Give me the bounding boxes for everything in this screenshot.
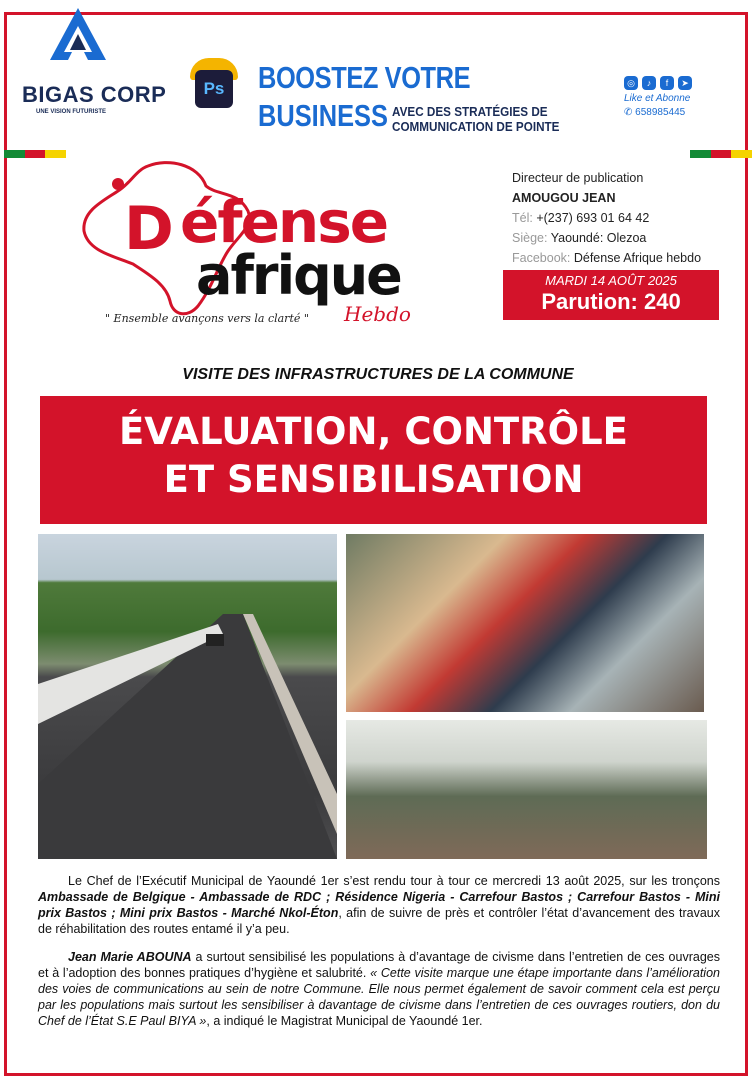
facebook-value: Défense Afrique hebdo — [573, 251, 702, 265]
director-name — [512, 188, 701, 208]
logo-afrique: afrique — [196, 244, 401, 307]
logo-slogan: " Ensemble avançons vers la clarté " — [105, 312, 309, 325]
siege-line — [512, 228, 701, 248]
logo-efense: éfense — [180, 188, 388, 256]
logo-hebdo: Hebdo — [344, 302, 411, 326]
publication-info — [512, 168, 701, 268]
director-label: Directeur de publication — [512, 171, 644, 185]
cameroon-flag-left-icon — [4, 150, 66, 158]
issue-date: MARDI 14 AOÛT 2025 — [545, 273, 677, 288]
whatsapp-icon: ✆ — [624, 107, 636, 118]
issue-box — [503, 270, 719, 320]
ad-subline-2: COMMUNICATION DE POINTE — [392, 119, 560, 134]
p1-text-c: , afin de suivre de près et contrôler l’état d’avancement des travaux de réhabilitation des routes entamé il y’a peu. — [38, 906, 720, 936]
road-illustration — [38, 534, 337, 859]
photo-crowd-market — [346, 534, 704, 712]
ad-company-tagline: UNE VISION FUTURISTE — [36, 109, 107, 115]
ad-headline-2: BUSINESS — [258, 98, 388, 133]
p2-quote: « Cette visite marque une étape importante dans l’amélioration des voies de communications au sein de notre Commune. Elle nous permet également de savoir comment cela est perçu par les populations mais surtout les sensibiliser à davantage de civisme dans l’entretien de ces ouvrages routiers, don du Chef de l’État S.E Paul BIYA » — [38, 966, 720, 1028]
facebook-line — [512, 248, 701, 268]
ad-subline — [392, 104, 559, 134]
article-kicker: VISITE DES INFRASTRUCTURES DE LA COMMUNE — [182, 366, 574, 383]
siege-value: Yaoundé: Olezoa — [550, 231, 647, 245]
p2-text-b: a surtout sensibilisé les populations à d’avantage de civisme dans l’entretien de ces ouvrages et à l’adoption des bonnes pratiques d’hygiène et salubrité. — [38, 950, 720, 980]
photoshop-icon: Ps — [195, 70, 233, 108]
p2-text-d: , a indiqué le Magistrat Municipal de Yaoundé 1er. — [206, 1014, 483, 1028]
tel-label: Tél: — [512, 211, 533, 225]
p2-name: Jean Marie ABOUNA — [68, 950, 192, 964]
social-icons — [624, 76, 692, 90]
article-paragraph-2 — [38, 949, 720, 1029]
photo-officials-visit — [346, 720, 707, 859]
ad-subline-1: AVEC DES STRATÉGIES DE — [392, 104, 548, 119]
facebook-icon[interactable]: f — [660, 76, 674, 90]
logo-letter-d: D — [124, 194, 172, 264]
headline-line-2: ET SENSIBILISATION — [163, 458, 584, 501]
bigas-triangle-logo-icon — [48, 6, 108, 62]
social-label: Like et Abonne — [624, 93, 691, 104]
ad-company-name: BIGAS CORP — [22, 82, 167, 107]
director-name-text: AMOUGOU JEAN — [512, 191, 616, 205]
whatsapp-number — [624, 107, 685, 118]
issue-number: Parution: 240 — [541, 289, 681, 314]
cameroon-flag-right-icon — [690, 150, 752, 158]
p1-text-a: Le Chef de l’Exécutif Municipal de Yaoundé 1er s’est rendu tour à tour ce mercredi 13 août 2025, sur les tronçons — [68, 874, 720, 888]
headline-line-1: ÉVALUATION, CONTRÔLE — [119, 410, 628, 453]
article-paragraph-1 — [38, 873, 720, 937]
facebook-label: Facebook: — [512, 251, 571, 265]
tel-value: +(237) 693 01 64 42 — [536, 211, 650, 225]
siege-label: Siège: — [512, 231, 548, 245]
phone-number: 658985445 — [635, 107, 686, 118]
p1-road-sections: Ambassade de Belgique - Ambassade de RDC ; Résidence Nigeria - Carrefour Bastos ; Carrefour Bastos - Mini prix Bastos ; Mini prix Bastos - Marché Nkol-Éton — [38, 890, 720, 920]
instagram-icon[interactable]: ◎ — [624, 76, 638, 90]
telegram-icon[interactable]: ➤ — [678, 76, 692, 90]
tel-line — [512, 208, 701, 228]
ad-headline-1: BOOSTEZ VOTRE — [258, 60, 471, 95]
article-headline — [40, 396, 707, 524]
tiktok-icon[interactable]: ♪ — [642, 76, 656, 90]
photo-paved-road — [38, 534, 337, 859]
